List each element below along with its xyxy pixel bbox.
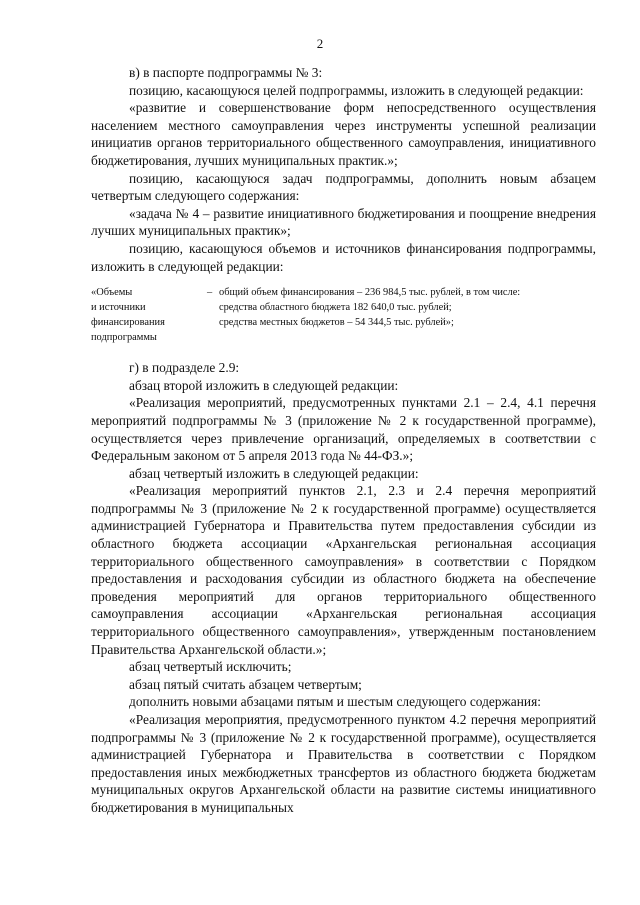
document-body xyxy=(91,64,596,817)
paragraph: в) в паспорте подпрограммы № 3: xyxy=(129,65,323,80)
table-label-line: подпрограммы xyxy=(91,332,157,344)
paragraph: абзац четвертый исключить; xyxy=(129,659,292,675)
paragraph: позицию, касающуюся объемов и источников финансирования подпрограммы, изложить в следующей редакции: xyxy=(91,240,596,274)
paragraph: «Реализация мероприятий, предусмотренных пунктами 2.1 – 2.4, 4.1 перечня мероприятий подпрограммы № 3 (приложение № 2 к государственной программе), осуществляется через привлечение организаций, определяемых в соответствии с Федеральным законом от 5 апреля 2013 года № 44-ФЗ.»; xyxy=(91,395,596,464)
paragraph: дополнить новыми абзацами пятым и шестым следующего содержания: xyxy=(129,694,541,710)
table-value-line: средства областного бюджета 182 640,0 тыс. рублей; xyxy=(219,302,452,314)
paragraph: позицию, касающуюся задач подпрограммы, дополнить новым абзацем четвертым следующего содержания: xyxy=(91,170,596,204)
table-label-line: «Объемы xyxy=(91,287,133,299)
paragraph: «развитие и совершенствование форм непосредственного осуществления населением местного самоуправления через инструменты успешной реализации инициатив органов территориального общественного самоуправления, инициативного бюджетирования, лучших муниципальных практик.»; xyxy=(91,100,596,168)
table-label-line: и источники xyxy=(91,302,146,314)
table-value-line: общий объем финансирования – 236 984,5 тыс. рублей, в том числе: xyxy=(219,287,521,299)
paragraph: абзац четвертый изложить в следующей редакции: xyxy=(129,465,419,481)
paragraph: абзац второй изложить в следующей редакции: xyxy=(129,377,399,393)
table-dash: – xyxy=(207,287,213,299)
table-label-line: финансирования xyxy=(91,317,165,329)
paragraph: абзац пятый считать абзацем четвертым; xyxy=(129,676,362,692)
paragraph: г) в подразделе 2.9: xyxy=(129,360,240,376)
paragraph: «Реализация мероприятий пунктов 2.1, 2.3 и 2.4 перечня мероприятий подпрограммы № 3 (приложение № 2 к государственной программе) осуществляется администрацией Губернатора и Правительства путем предоставления субсидии из областного бюджета ассоциации «Архангельская региональная ассоциация территориального общественного самоуправления» в соответствии с Порядком предоставления и расходования субсидии из областного бюджета на обеспечение проведения мероприятий для органов территориального общественного самоуправления ассоциации «Архангельская региональная ассоциация территориального общественного самоуправления», утвержденным постановлением Правительства Архангельской области.»; xyxy=(91,483,596,657)
table-label-cell xyxy=(91,285,209,345)
page-number: 2 xyxy=(316,36,324,51)
paragraph: «задача № 4 – развитие инициативного бюджетирования и поощрение внедрения лучших муниципальных практик»; xyxy=(91,205,596,239)
paragraph: «Реализация мероприятия, предусмотренного пунктом 4.2 перечня мероприятий подпрограммы № 3 (приложение № 2 к государственной программе), осуществляется администрацией Губернатора и Правительства в соответствии с Порядком предоставления иных межбюджетных трансфертов из областного бюджета бюджетам муниципальных округов Архангельской области на развитие системы инициативного бюджетирования в муниципальных xyxy=(91,712,596,815)
table-value-line: средства местных бюджетов – 54 344,5 тыс. рублей»; xyxy=(219,317,454,329)
paragraph: позицию, касающуюся целей подпрограммы, изложить в следующей редакции: xyxy=(129,82,584,98)
financing-table xyxy=(91,285,596,345)
table-value-cell xyxy=(219,285,599,330)
